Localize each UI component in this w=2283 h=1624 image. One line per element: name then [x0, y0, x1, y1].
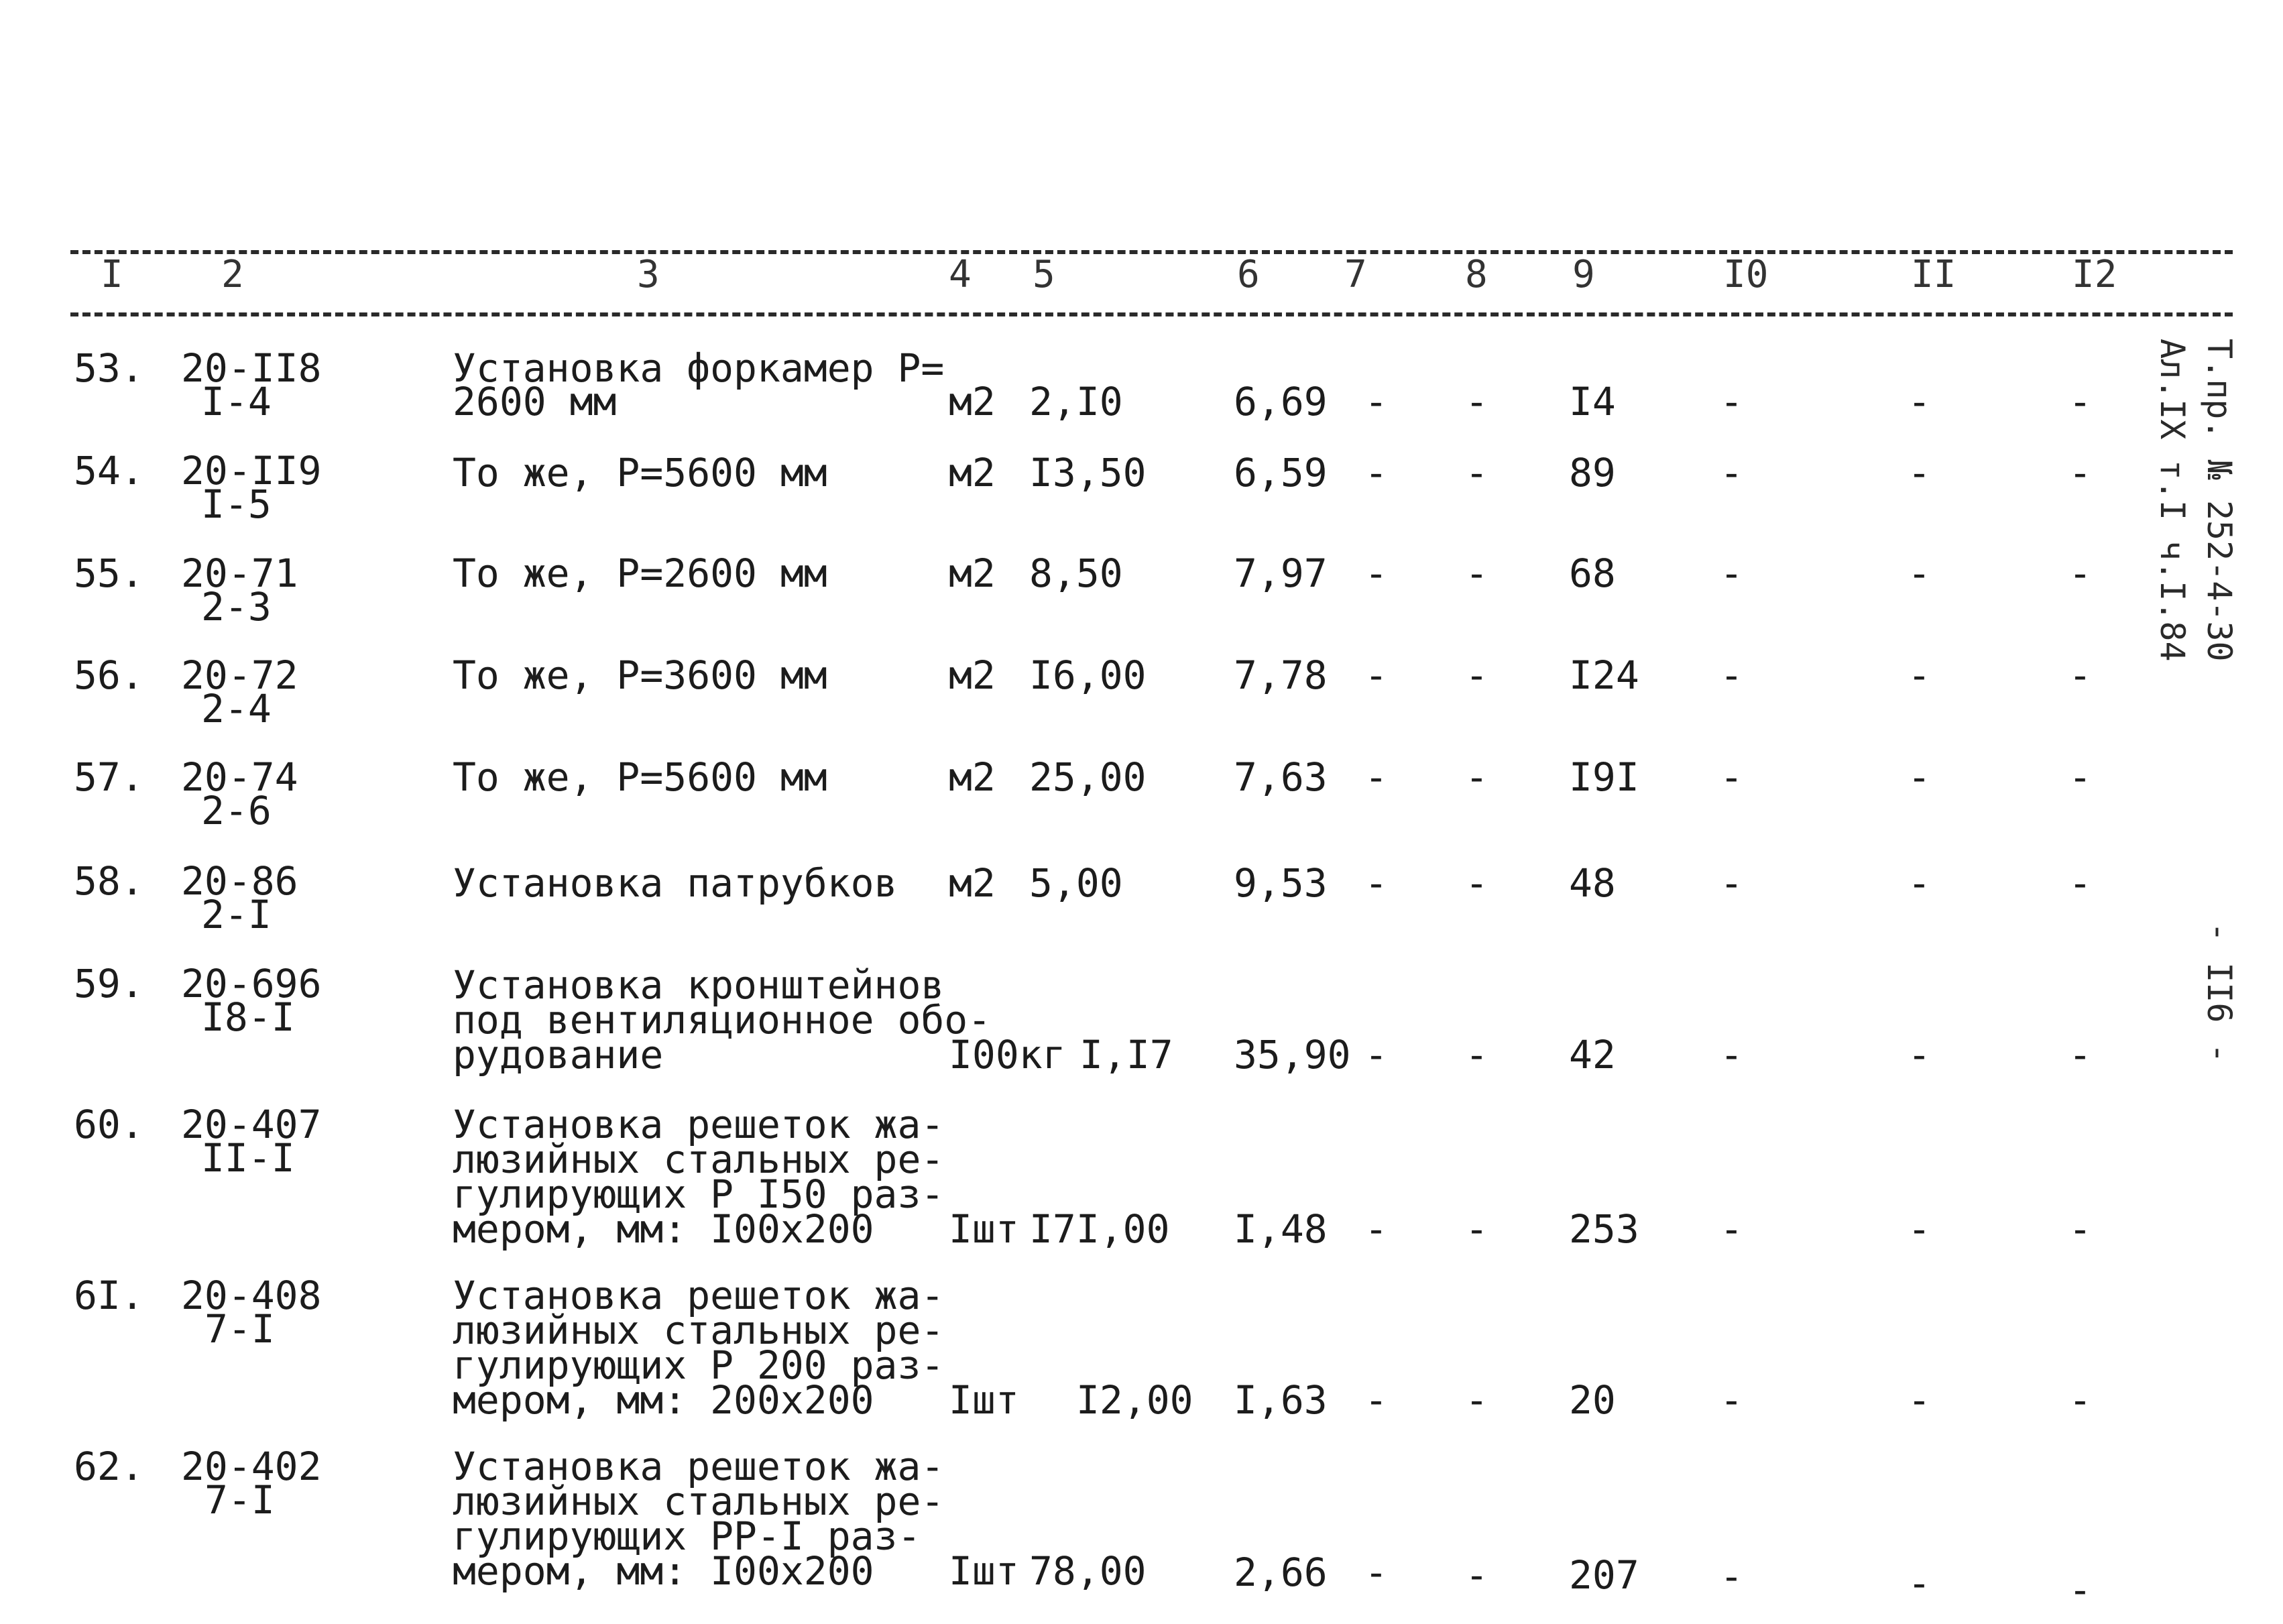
unit: I00кг — [949, 1032, 1066, 1078]
header-top-rule — [70, 250, 2233, 254]
unit: м2 — [949, 754, 996, 800]
col7-dash: - — [1364, 1206, 1388, 1252]
col12-dash: - — [2068, 1206, 2092, 1252]
norm-code: 20-71 — [181, 550, 298, 596]
work-description-line: Установка решеток жа- — [453, 1273, 945, 1318]
norm-subcode: 7-I — [204, 1477, 275, 1523]
work-description-line: люзийных стальных ре- — [453, 1137, 945, 1182]
col7-dash: - — [1364, 379, 1388, 424]
row-number: 60. — [74, 1102, 144, 1147]
col8-dash: - — [1465, 754, 1488, 800]
col9-value: I4 — [1569, 379, 1616, 424]
side-reference-line-2: Ал.IX т.I ч.I.84 — [2153, 339, 2192, 662]
col10-dash: - — [1720, 550, 1743, 596]
work-description-line: под вентиляционное обо- — [453, 997, 992, 1043]
col10-dash: - — [1720, 652, 1743, 698]
col6-value: 7,63 — [1234, 754, 1328, 800]
col11-dash: - — [1908, 1032, 1931, 1078]
col10-dash: - — [1720, 1377, 1743, 1423]
col10-dash: - — [1720, 379, 1743, 424]
col8-dash: - — [1465, 550, 1488, 596]
col6-value: 7,97 — [1234, 550, 1328, 596]
col6-value: I,48 — [1234, 1206, 1328, 1252]
side-reference-line-1: Т.пр. № 252-4-30 — [2200, 339, 2239, 662]
work-description-line: люзийных стальных ре- — [453, 1308, 945, 1353]
page-number: - II6 - — [2200, 922, 2239, 1063]
unit: м2 — [949, 450, 996, 496]
col6-value: 7,78 — [1234, 652, 1328, 698]
unit: м2 — [949, 652, 996, 698]
col6-value: 35,90 — [1234, 1032, 1351, 1078]
norm-code: 20-696 — [181, 961, 322, 1006]
col-header-7: 7 — [1344, 253, 1367, 296]
row-number: 53. — [74, 345, 144, 391]
col9-value: I24 — [1569, 652, 1639, 698]
unit: м2 — [949, 550, 996, 596]
row-number: 57. — [74, 754, 144, 800]
norm-code: 20-74 — [181, 754, 298, 800]
work-description-line: То же, Р=3600 мм — [453, 652, 827, 698]
col9-value: 20 — [1569, 1377, 1616, 1423]
col9-value: 68 — [1569, 550, 1616, 596]
col7-dash: - — [1364, 1032, 1388, 1078]
norm-subcode: I-4 — [201, 379, 272, 424]
unit: Iшт — [949, 1377, 1019, 1423]
col11-dash: - — [1908, 550, 1931, 596]
quantity: I7I,00 — [1029, 1206, 1170, 1252]
col-header-2: 2 — [221, 253, 244, 296]
col12-dash: - — [2068, 652, 2092, 698]
col9-value: 207 — [1569, 1552, 1639, 1598]
unit: Iшт — [949, 1548, 1019, 1594]
row-number: 62. — [74, 1444, 144, 1489]
col8-dash: - — [1465, 1206, 1488, 1252]
col-header-5: 5 — [1033, 253, 1055, 296]
col11-dash: - — [1908, 1560, 1931, 1606]
work-description-line: Установка решеток жа- — [453, 1444, 945, 1489]
col9-value: 48 — [1569, 860, 1616, 906]
col7-dash: - — [1364, 1377, 1388, 1423]
norm-subcode: II-I — [201, 1135, 295, 1181]
col12-dash: - — [2068, 450, 2092, 496]
unit: м2 — [949, 379, 996, 424]
col9-value: 253 — [1569, 1206, 1639, 1252]
norm-code: 20-408 — [181, 1273, 322, 1318]
col12-dash: - — [2068, 860, 2092, 906]
col8-dash: - — [1465, 860, 1488, 906]
col-header-8: 8 — [1465, 253, 1488, 296]
col7-dash: - — [1364, 550, 1388, 596]
work-description-line: Установка решеток жа- — [453, 1102, 945, 1147]
row-number: 6I. — [74, 1273, 144, 1318]
col12-dash: - — [2068, 1567, 2092, 1613]
norm-code: 20-402 — [181, 1444, 322, 1489]
norm-code: 20-407 — [181, 1102, 322, 1147]
work-description-line: мером, мм: I00х200 — [453, 1206, 874, 1252]
col10-dash: - — [1720, 860, 1743, 906]
work-description-line: То же, Р=2600 мм — [453, 550, 827, 596]
col9-value: 42 — [1569, 1032, 1616, 1078]
col-header-9: 9 — [1572, 253, 1595, 296]
work-description-line: Установка кронштейнов — [453, 962, 945, 1008]
col11-dash: - — [1908, 860, 1931, 906]
row-number: 56. — [74, 652, 144, 698]
col-header-12: I2 — [2072, 253, 2117, 296]
col8-dash: - — [1465, 1032, 1488, 1078]
col7-dash: - — [1364, 860, 1388, 906]
quantity: I,I7 — [1079, 1032, 1173, 1078]
col-header-4: 4 — [949, 253, 972, 296]
work-description-line: гулирующих Р 200 раз- — [453, 1342, 945, 1388]
work-description-line: Установка патрубков — [453, 860, 898, 906]
col6-value: 6,69 — [1234, 379, 1328, 424]
col6-value: 9,53 — [1234, 860, 1328, 906]
col10-dash: - — [1720, 1554, 1743, 1599]
row-number: 54. — [74, 448, 144, 494]
col7-dash: - — [1364, 652, 1388, 698]
col9-value: 89 — [1569, 450, 1616, 496]
col8-dash: - — [1465, 652, 1488, 698]
row-number: 58. — [74, 858, 144, 904]
col7-dash: - — [1364, 754, 1388, 800]
col10-dash: - — [1720, 450, 1743, 496]
col11-dash: - — [1908, 450, 1931, 496]
col12-dash: - — [2068, 550, 2092, 596]
work-description-line: То же, Р=5600 мм — [453, 754, 827, 800]
col8-dash: - — [1465, 1377, 1488, 1423]
col11-dash: - — [1908, 1206, 1931, 1252]
col11-dash: - — [1908, 754, 1931, 800]
col7-dash: - — [1364, 450, 1388, 496]
quantity: 5,00 — [1029, 860, 1123, 906]
norm-subcode: 7-I — [204, 1306, 275, 1352]
norm-subcode: 2-6 — [201, 788, 272, 833]
work-description-line: люзийных стальных ре- — [453, 1478, 945, 1524]
work-description-line: мером, мм: I00х200 — [453, 1548, 874, 1594]
col11-dash: - — [1908, 379, 1931, 424]
col-header-1: I — [101, 253, 123, 296]
unit: м2 — [949, 860, 996, 906]
col11-dash: - — [1908, 1377, 1931, 1423]
quantity: I3,50 — [1029, 450, 1147, 496]
norm-subcode: 2-3 — [201, 584, 272, 630]
work-description-line: 2600 мм — [453, 379, 617, 424]
work-description-line: гулирующих РР-I раз- — [453, 1513, 921, 1559]
norm-subcode: I-5 — [201, 481, 272, 527]
work-description-line: рудование — [453, 1032, 664, 1078]
col-header-6: 6 — [1237, 253, 1260, 296]
col11-dash: - — [1908, 652, 1931, 698]
col8-dash: - — [1465, 1552, 1488, 1598]
col9-value: I9I — [1569, 754, 1639, 800]
norm-subcode: 2-I — [201, 892, 272, 937]
norm-code: 20-72 — [181, 652, 298, 698]
work-description-line: Установка форкамер Р= — [453, 345, 945, 391]
col10-dash: - — [1720, 1206, 1743, 1252]
row-number: 59. — [74, 961, 144, 1006]
norm-code: 20-86 — [181, 858, 298, 904]
col12-dash: - — [2068, 1032, 2092, 1078]
col-header-11: II — [1911, 253, 1956, 296]
col-header-10: I0 — [1723, 253, 1769, 296]
col10-dash: - — [1720, 754, 1743, 800]
col12-dash: - — [2068, 379, 2092, 424]
quantity: 2,I0 — [1029, 379, 1123, 424]
unit: Iшт — [949, 1206, 1019, 1252]
quantity: I6,00 — [1029, 652, 1147, 698]
norm-subcode: I8-I — [201, 994, 295, 1040]
header-bottom-rule — [70, 312, 2233, 316]
col7-dash: - — [1364, 1550, 1388, 1595]
col6-value: 6,59 — [1234, 450, 1328, 496]
col8-dash: - — [1465, 450, 1488, 496]
col8-dash: - — [1465, 379, 1488, 424]
norm-subcode: 2-4 — [201, 686, 272, 732]
col6-value: 2,66 — [1234, 1550, 1328, 1595]
col10-dash: - — [1720, 1032, 1743, 1078]
col12-dash: - — [2068, 754, 2092, 800]
col12-dash: - — [2068, 1377, 2092, 1423]
norm-code: 20-II8 — [181, 345, 322, 391]
work-description-line: гулирующих Р I50 раз- — [453, 1171, 945, 1217]
norm-code: 20-II9 — [181, 448, 322, 494]
col6-value: I,63 — [1234, 1377, 1328, 1423]
quantity: 8,50 — [1029, 550, 1123, 596]
row-number: 55. — [74, 550, 144, 596]
work-description-line: То же, Р=5600 мм — [453, 450, 827, 496]
quantity: I2,00 — [1076, 1377, 1193, 1423]
quantity: 78,00 — [1029, 1548, 1147, 1594]
quantity: 25,00 — [1029, 754, 1147, 800]
col-header-3: 3 — [637, 253, 660, 296]
work-description-line: мером, мм: 200х200 — [453, 1377, 874, 1423]
